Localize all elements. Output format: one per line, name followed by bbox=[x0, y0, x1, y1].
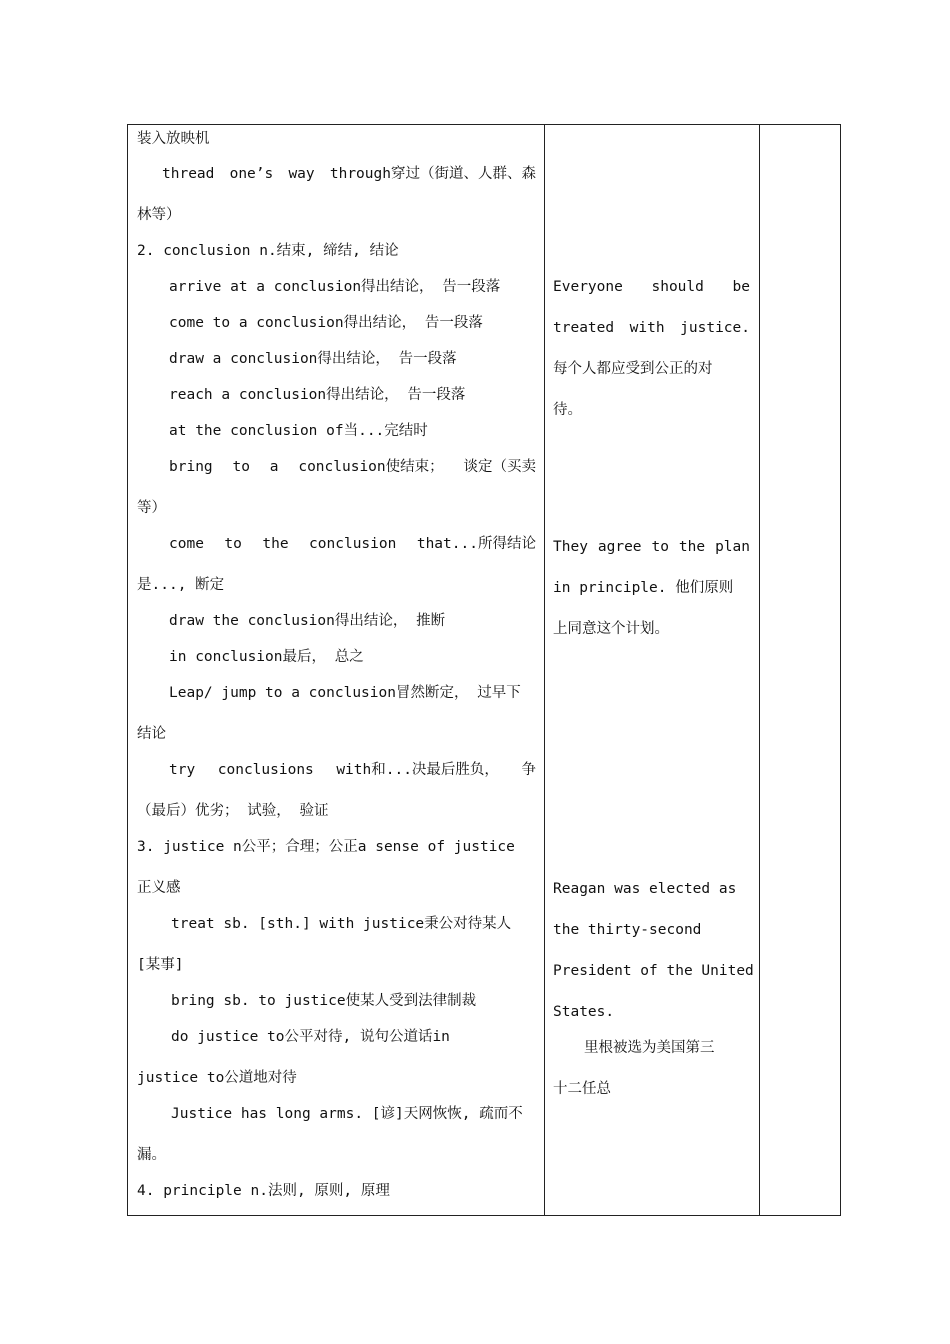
text-line: Reagan was elected as bbox=[553, 881, 737, 897]
text-line: treated with justice. bbox=[553, 320, 750, 336]
text-line: 正义感 bbox=[137, 880, 181, 896]
text-line: draw the conclusion得出结论， 推断 bbox=[169, 613, 446, 629]
text-line: 4. principle n.法则, 原则, 原理 bbox=[137, 1183, 390, 1199]
text-line: 结论 bbox=[137, 726, 166, 742]
text-line: in conclusion最后， 总之 bbox=[169, 649, 364, 665]
text-line: at the conclusion of当...完结时 bbox=[169, 423, 428, 439]
text-line: 里根被选为美国第三 bbox=[584, 1040, 715, 1056]
text-line: try conclusions with和...决最后胜负， 争 bbox=[169, 762, 536, 778]
text-line: do justice to公平对待, 说句公道话in bbox=[171, 1029, 450, 1045]
text-line: 装入放映机 bbox=[137, 131, 210, 147]
text-line: draw a conclusion得出结论， 告一段落 bbox=[169, 351, 457, 367]
text-line: bring to a conclusion使结束； 谈定（买卖 bbox=[169, 459, 536, 475]
text-line: Everyone should be bbox=[553, 279, 750, 295]
text-line: come to a conclusion得出结论， 告一段落 bbox=[169, 315, 483, 331]
text-line: 2. conclusion n.结束, 缔结, 结论 bbox=[137, 243, 399, 259]
text-line: come to the conclusion that...所得结论 bbox=[169, 536, 536, 552]
text-line: 每个人都应受到公正的对 bbox=[553, 361, 713, 377]
vocabulary-column bbox=[128, 125, 544, 1215]
text-line: 是..., 断定 bbox=[137, 577, 225, 593]
text-line: 等） bbox=[137, 500, 166, 516]
text-line: thread one’s way through穿过（街道、人群、森 bbox=[162, 166, 536, 182]
text-line: 十二任总 bbox=[553, 1081, 611, 1097]
text-line: reach a conclusion得出结论， 告一段落 bbox=[169, 387, 466, 403]
text-line: 漏。 bbox=[137, 1147, 166, 1163]
text-line: They agree to the plan bbox=[553, 539, 750, 555]
text-line: justice to公道地对待 bbox=[137, 1070, 297, 1086]
text-line: bring sb. to justice使某人受到法律制裁 bbox=[171, 993, 477, 1009]
text-line: （最后）优劣； 试验， 验证 bbox=[137, 803, 329, 819]
text-line: Justice has long arms. [谚]天网恢恢, 疏而不 bbox=[171, 1106, 523, 1122]
text-line: treat sb. [sth.] with justice秉公对待某人 bbox=[171, 916, 512, 932]
notes-column bbox=[759, 125, 842, 1215]
text-line: the thirty-second bbox=[553, 922, 702, 938]
text-line: President of the United bbox=[553, 963, 754, 979]
lesson-table bbox=[127, 124, 841, 1216]
text-line: 待。 bbox=[553, 402, 582, 418]
text-line: 3. justice n公平；合理；公正a sense of justice bbox=[137, 839, 515, 855]
text-line: [某事] bbox=[137, 957, 184, 973]
text-line: 林等） bbox=[137, 207, 181, 223]
example-sentences-column bbox=[544, 125, 759, 1215]
text-line: States. bbox=[553, 1004, 615, 1020]
text-line: in principle. 他们原则 bbox=[553, 580, 734, 596]
text-line: arrive at a conclusion得出结论， 告一段落 bbox=[169, 279, 501, 295]
text-line: Leap/ jump to a conclusion冒然断定， 过早下 bbox=[169, 685, 521, 701]
text-line: 上同意这个计划。 bbox=[553, 621, 669, 637]
